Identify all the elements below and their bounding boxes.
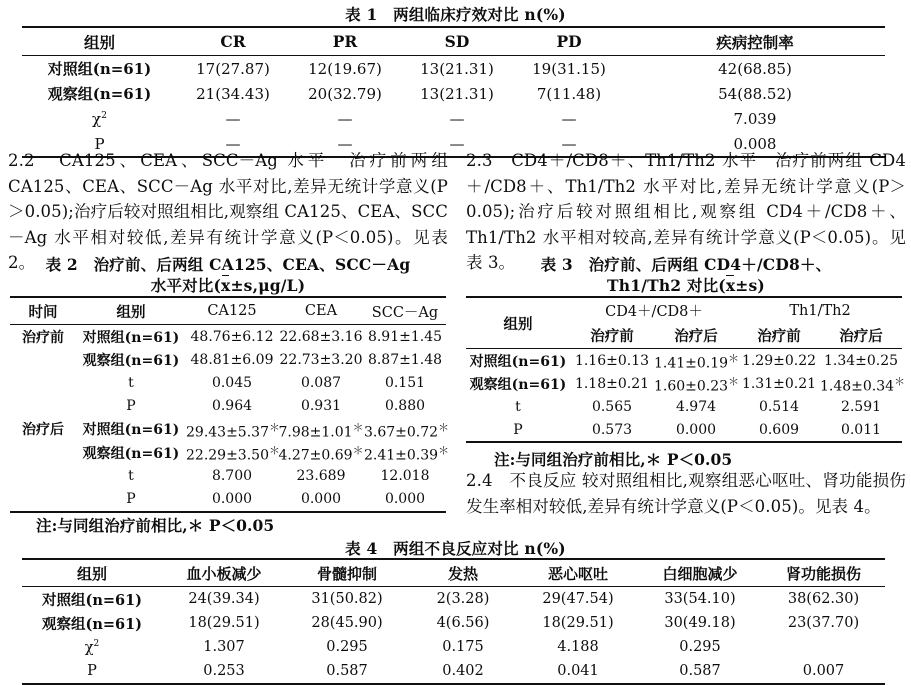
table4-row0-cell-2: 2(3.28) [408,587,518,612]
table1-row3-label: P [22,131,177,157]
table3-row1-cell-1: 1.60±0.23＊ [654,374,739,395]
table-row [22,635,885,659]
table3-row0-cell-3: 1.34±0.25 [820,349,902,373]
table3-row2-cell-2: 0.514 [758,398,800,415]
table-row [10,441,446,464]
table2-header-cell-3: CEA [278,297,364,325]
table2-row7-label: P [76,487,186,511]
table2-row0-time: 治疗前 [10,325,76,349]
table-row [10,371,446,394]
table3-row2-cell-3: 2.591 [840,398,882,415]
table2-note: 注:与同组治疗前相比,＊ P＜0.05 [36,516,275,535]
table2-row6-cell-1: 23.689 [296,467,346,484]
table3-row2-label: t [515,398,521,415]
table4-row1-cell-1: 28(45.90) [311,615,383,631]
table4-row2-label: $\chi^2$ [84,638,100,656]
table3-caption-post: ±s) [735,276,765,295]
table2-row1-cell-1: 22.73±3.20 [279,351,363,368]
table1-caption [0,3,911,25]
table4-row1-label: 观察组(n=61) [41,615,143,633]
table2-caption-pre: 水平对比( [150,276,222,295]
table2-row2-time [10,371,76,394]
table1-row3-cell-3: — [513,131,625,157]
table2-row0-label: 对照组(n=61) [76,325,186,349]
table-row [22,659,885,684]
table2-row2-cell-2: 0.151 [384,374,426,391]
table4 [22,558,885,685]
table2-row4-cell-1: 7.98±1.01＊ [278,420,364,441]
table4-row0-cell-5: 38(62.30) [762,587,885,612]
table1-header-row [22,27,885,56]
section-2-4-paragraph: 2.4 不良反应 较对照组相比,观察组恶心呕吐、肾功能损伤发生率相对较低,差异有统计学意义(P＜0.05)。见表 4。 [466,471,906,516]
table1-row0-cell-4: 42(68.85) [625,56,885,82]
table3-span-header-1: Th1/Th2 [738,297,902,323]
table2-row5-time [10,441,76,464]
table2-row4-cell-0: 29.43±5.37＊ [186,420,280,441]
table2-row5-cell-0: 22.29±3.50＊ [186,443,280,464]
table1-header-cell-2: PR [289,27,401,56]
table1 [22,26,885,158]
table2-row2-cell-1: 0.087 [300,374,342,391]
table2-header-row [10,297,446,325]
table2-row1-cell-2: 8.87±1.48 [367,351,443,368]
table3-row0-label: 对照组(n=61) [466,349,570,373]
table3-row3-cell-2: 0.609 [738,418,820,442]
table2-row3-cell-1: 0.931 [300,398,342,415]
table2-row3-label: P [126,398,136,415]
table2-row2-cell-0: 0.045 [211,374,253,391]
table3-sub-header-1: 治疗后 [674,328,718,345]
table4-row2-cell-2: 0.175 [442,639,484,655]
table2-caption-line1: 表 2 治疗前、后两组 CA125、CEA、SCC－Ag [45,255,411,274]
table2-row2-label: t [128,374,134,391]
table3-row3-label: P [466,418,570,442]
table4-header-cell-6: 肾功能损伤 [762,559,885,587]
table2-row6-cell-2: 12.018 [380,467,430,484]
table1-row0-cell-0: 17(27.87) [177,56,289,82]
table1-row1-cell-1: 20(32.79) [308,84,382,103]
table-row [10,325,446,349]
table2-row3-time [10,395,76,418]
table3-row1-cell-2: 1.31±0.21 [741,375,817,392]
table1-row3-cell-1: — [289,131,401,157]
x-bar-symbol: x [221,276,231,295]
table4-row2-cell-4: 0.295 [679,639,721,655]
table4-row1-cell-3: 18(29.51) [542,615,614,631]
table3-caption-pre: Th1/Th2 对比( [607,276,726,295]
table3-row1-label: 观察组(n=61) [469,376,567,393]
table2-row1-cell-0: 48.81±6.09 [190,351,274,368]
table4-row3-cell-0: 0.253 [162,659,286,684]
table4-row1-cell-4: 30(49.18) [664,615,736,631]
table3-note: 注:与同组治疗前相比,＊ P＜0.05 [494,450,733,469]
table1-header-cell-3: SD [401,27,513,56]
table2-row5-cell-1: 4.27±0.69＊ [278,443,364,464]
table-row [22,81,885,106]
table3-span-header-row [466,297,902,323]
table3-row3-cell-3: 0.011 [820,418,902,442]
table2-row3-cell-2: 0.880 [384,398,426,415]
table1-caption-text: 表 1 两组临床疗效对比 n(%) [345,5,566,24]
table2-row7-cell-1: 0.000 [278,487,364,511]
table2-row4-label: 对照组(n=61) [82,422,180,439]
table1-row1-cell-0: 21(34.43) [196,84,270,103]
table2-row1-time [10,348,76,371]
table4-header-row [22,559,885,587]
table-row [466,372,902,395]
table4-header-cell-2: 骨髓抑制 [286,559,408,587]
table-row [466,395,902,418]
table3-row1-cell-0: 1.18±0.21 [574,375,650,392]
table4-row2-cell-0: 1.307 [203,639,245,655]
table4-header-cell-1: 血小板减少 [162,559,286,587]
table4-row3-cell-4: 0.587 [638,659,762,684]
table4-row1-cell-2: 4(6.56) [436,615,490,631]
table3-caption-line2 [466,274,906,296]
table3-span-header-0: CD4＋/CD8＋ [570,297,738,323]
table1-header-cell-4: PD [513,27,625,56]
table-row [22,587,885,612]
table3-row3-cell-1: 0.000 [654,418,738,442]
table1-row0-cell-2: 13(21.31) [401,56,513,82]
table2-row7-cell-2: 0.000 [364,487,446,511]
table4-header-cell-3: 发热 [408,559,518,587]
table1-row2-cell-4: 7.039 [733,109,777,128]
table4-row3-label: P [22,659,162,684]
table2-row7-time [10,487,76,511]
table4-header-cell-0: 组别 [22,559,162,587]
table-row [466,349,902,373]
table3-row0-cell-0: 1.16±0.13 [570,349,654,373]
table2-row4-cell-2: 3.67±0.72＊ [364,420,449,441]
section-2-2-paragraph: 2.2 CA125、CEA、SCC－Ag 水平 治疗前两组 CA125、CEA、SCC－Ag 水平对比,差异无统计学意义(P＞0.05);治疗后较对照组相比,观察组 CA125、CEA、SCC－Ag 水平相对较低,差异有统计学意义(P＜0.05)。见表 2。 [8,151,448,272]
table4-row0-cell-4: 33(54.10) [638,587,762,612]
table2-row4-time: 治疗后 [22,422,64,439]
table1-row2-cell-2: — [449,109,465,128]
table3-sub-header-3: 治疗后 [839,328,883,345]
table2-row5-cell-2: 2.41±0.39＊ [364,443,449,464]
table1-row1-cell-4: 54(88.52) [718,84,792,103]
table2-header-cell-1: 组别 [76,297,186,325]
table1-row0-cell-3: 19(31.15) [513,56,625,82]
x-bar-symbol: x [725,276,736,295]
table4-row0-cell-0: 24(39.34) [162,587,286,612]
table1-header-cell-0: 组别 [22,27,177,56]
table4-row0-label: 对照组(n=61) [22,587,162,612]
table1-row0-cell-1: 12(19.67) [289,56,401,82]
table2-row5-label: 观察组(n=61) [82,445,180,462]
table4-header-cell-4: 恶心呕吐 [518,559,638,587]
table-row [466,418,902,442]
table2-row6-time [10,464,76,487]
table1-row0-label: 对照组(n=61) [22,56,177,82]
table-row [10,348,446,371]
table-row [22,106,885,131]
table1-row3-cell-0: — [177,131,289,157]
table4-caption: 表 4 两组不良反应对比 n(%) [345,539,566,558]
table2-header-cell-4: SCC－Ag [364,297,446,325]
table-row [22,611,885,635]
table2-row3-cell-0: 0.964 [211,398,253,415]
table4-row2-cell-1: 0.295 [326,639,368,655]
table2-row1-label: 观察组(n=61) [82,352,180,369]
table3 [466,296,905,443]
table2-row0-cell-2: 8.91±1.45 [364,325,446,349]
table1-row1-cell-3: 7(11.48) [536,84,602,103]
table4-header-cell-5: 白细胞减少 [638,559,762,587]
table2-row6-cell-0: 8.700 [211,467,253,484]
table2-row6-label: t [128,467,134,484]
table2-header-cell-0: 时间 [10,297,76,325]
table4-row0-cell-3: 29(47.54) [518,587,638,612]
table-row [10,487,446,511]
table-row [10,418,446,441]
table1-row2-label: $\chi^2$ [91,109,107,128]
table-row [10,464,446,487]
table1-header-cell-5: 疾病控制率 [625,27,885,56]
table4-row1-cell-5: 23(37.70) [787,615,860,631]
table2 [10,296,449,513]
table3-sub-header-2: 治疗前 [757,328,801,345]
table3-row2-cell-0: 0.565 [591,398,633,415]
table1-row3-cell-4: 0.008 [625,131,885,157]
table4-row3-cell-5: 0.007 [762,659,885,684]
section-2-3-paragraph: 2.3 CD4＋/CD8＋、Th1/Th2 水平 治疗前两组 CD4＋/CD8＋、Th1/Th2 水平对比,差异无统计学意义(P＞0.05);治疗后较对照组相比,观察组 CD4＋/CD8＋、Th1/Th2 水平相对较高,差异有统计学意义(P＜0.05)。见表 3。 [466,151,906,272]
table-row [10,395,446,418]
table3-row2-cell-1: 4.974 [675,398,717,415]
table2-row0-cell-1: 22.68±3.16 [278,325,364,349]
table1-row1-cell-2: 13(21.31) [420,84,494,103]
table3-row0-cell-1: 1.41±0.19＊ [654,349,738,373]
table3-row1-cell-3: 1.48±0.34＊ [820,374,905,395]
table2-row7-cell-0: 0.000 [186,487,278,511]
table3-caption-line1: 表 3 治疗前、后两组 CD4＋/CD8＋、 [540,255,832,274]
table4-row3-cell-3: 0.041 [518,659,638,684]
table1-row2-cell-1: — [337,109,353,128]
table4-row1-cell-0: 18(29.51) [188,615,260,631]
table2-row0-cell-0: 48.76±6.12 [186,325,278,349]
table1-row2-cell-3: — [561,109,577,128]
table1-row3-cell-2: — [401,131,513,157]
table3-sub-header-0: 治疗前 [590,328,634,345]
table2-caption-post: ±s,μg/L) [230,276,306,295]
table4-row0-cell-1: 31(50.82) [286,587,408,612]
table1-row2-cell-0: — [225,109,241,128]
table3-group-header: 组别 [466,297,570,349]
table-row [22,56,885,82]
table4-row2-cell-5 [762,635,885,659]
table2-caption-line2 [8,274,448,296]
table4-row2-cell-3: 4.188 [557,639,599,655]
table4-row3-cell-1: 0.587 [286,659,408,684]
table2-header-cell-2: CA125 [186,297,278,325]
table1-header-cell-1: CR [177,27,289,56]
table3-row0-cell-2: 1.29±0.22 [738,349,820,373]
table1-row1-label: 观察组(n=61) [47,85,152,103]
table3-row3-cell-0: 0.573 [570,418,654,442]
table4-row3-cell-2: 0.402 [408,659,518,684]
